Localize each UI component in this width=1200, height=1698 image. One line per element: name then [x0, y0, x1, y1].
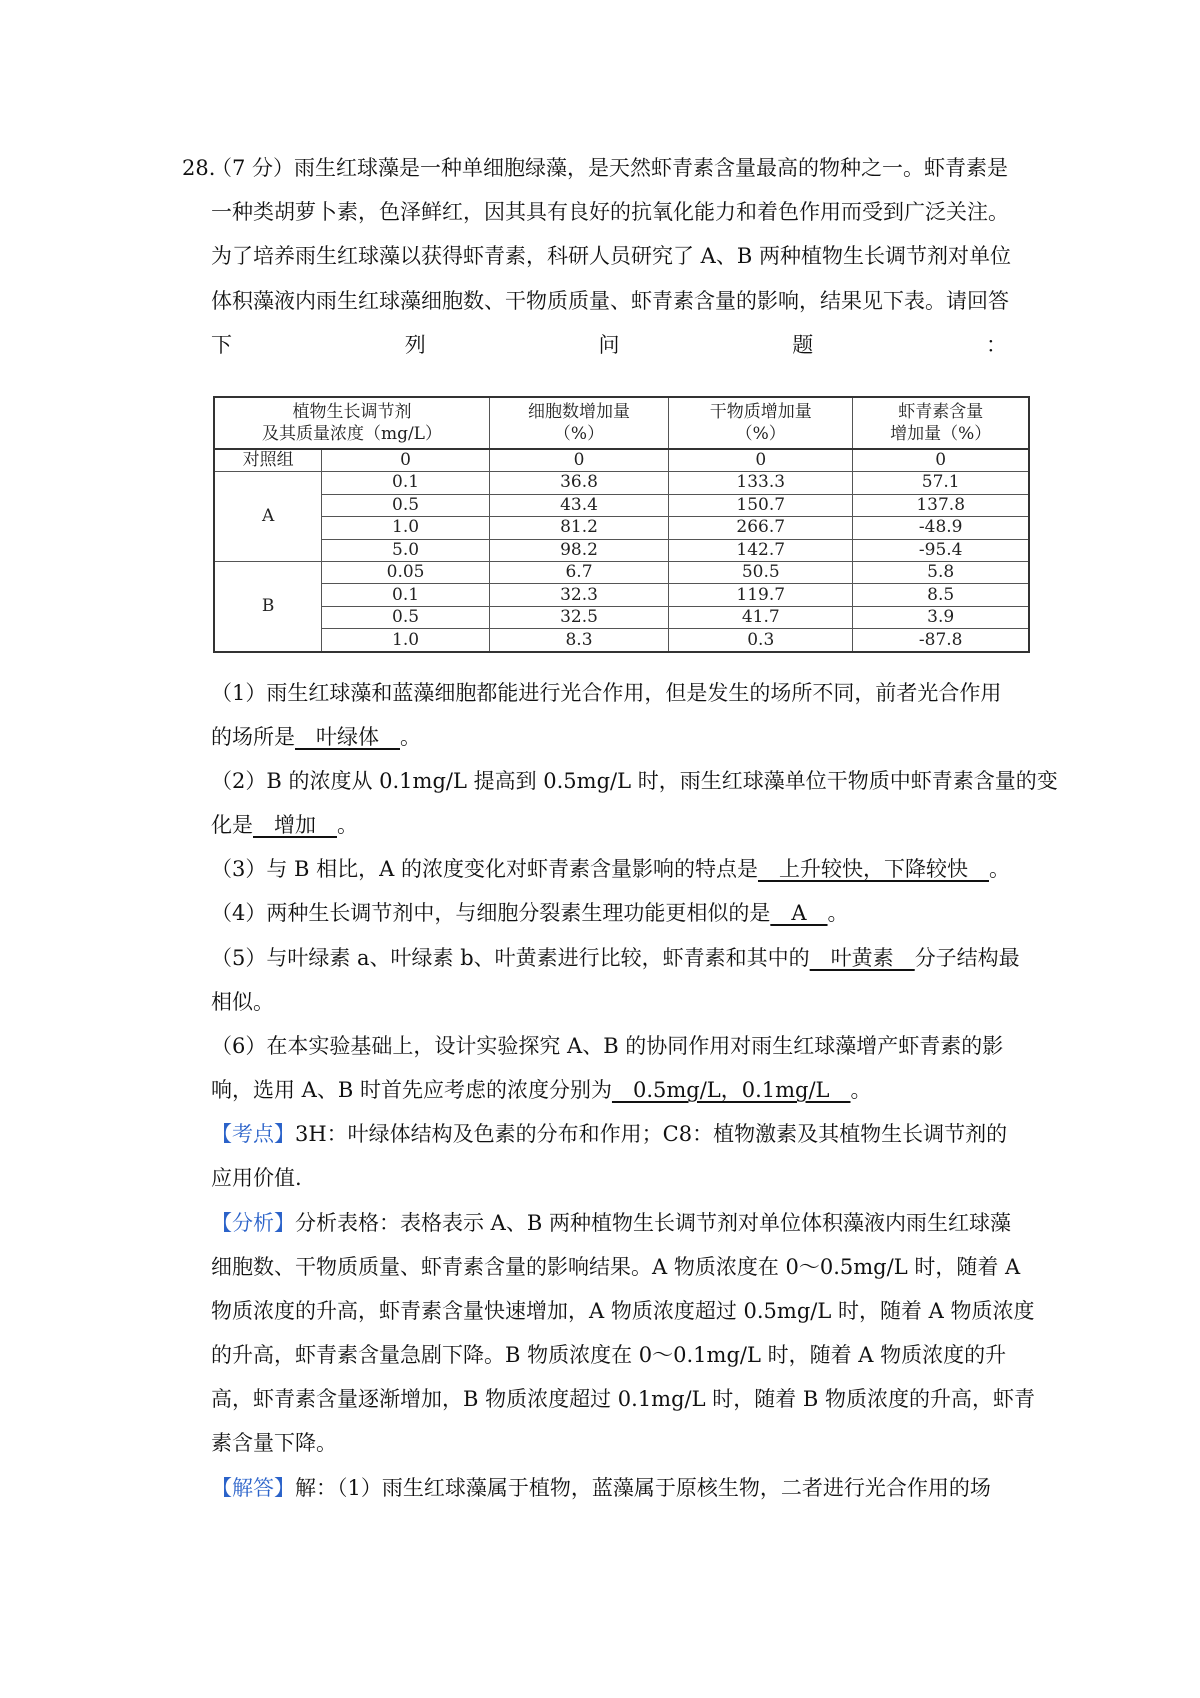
question-text: 为了培养雨生红球藻以获得虾青素，科研人员研究了 A、B 两种植物生长调节剂对单位 — [211, 244, 1011, 268]
spread-char: 下 — [211, 333, 232, 357]
table-cell: -87.8 — [853, 629, 1029, 652]
text-run: 响，选用 A、B 时首先应考虑的浓度分别为 — [211, 1078, 612, 1102]
table-cell: 8.5 — [853, 584, 1029, 606]
table-row — [214, 606, 1029, 628]
text-run: 3H：叶绿体结构及色素的分布和作用；C8：植物激素及其植物生长调节剂的 — [295, 1122, 1008, 1146]
text-run: （4）两种生长调节剂中，与细胞分裂素生理功能更相似的是 — [211, 901, 771, 925]
header-regulator — [214, 397, 489, 449]
fenxi-text: 的升高，虾青素含量急剧下降。B 物质浓度在 0～0.1mg/L 时，随着 A 物质浓度的升 — [211, 1343, 1007, 1367]
sub-question-text: （1）雨生红球藻和蓝藻细胞都能进行光合作用，但是发生的场所不同，前者光合作用 — [211, 681, 1002, 705]
fenxi-tag: 【分析】 — [211, 1211, 295, 1235]
question-number: 28. — [182, 156, 216, 180]
data-table — [213, 396, 1030, 653]
sub-question-text: （2）B 的浓度从 0.1mg/L 提高到 0.5mg/L 时，雨生红球藻单位干物质中虾青素含量的变 — [211, 769, 1058, 793]
table-row — [214, 629, 1029, 652]
fenxi-text — [211, 1208, 1011, 1238]
table-cell: 50.5 — [669, 562, 853, 584]
sub-question-text — [211, 722, 421, 752]
header-line: （%） — [553, 423, 605, 444]
table-cell: 6.7 — [489, 562, 668, 584]
table-cell: 0.5 — [322, 494, 490, 516]
text-run: （3）与 B 相比，A 的浓度变化对虾青素含量影响的特点是 — [211, 857, 758, 881]
answer-blank: __A__ — [770, 901, 828, 925]
sub-question-text: 相似。 — [211, 990, 274, 1014]
table-cell: 142.7 — [669, 539, 853, 561]
table-cell: 150.7 — [669, 494, 853, 516]
table-cell: 43.4 — [489, 494, 668, 516]
table-cell: 8.3 — [489, 629, 668, 652]
header-astaxanthin-increase — [853, 397, 1029, 449]
table-row — [214, 562, 1029, 584]
table-cell: 5.8 — [853, 562, 1029, 584]
sub-question-text — [211, 943, 1020, 973]
header-cell-increase — [489, 397, 668, 449]
header-dry-increase — [669, 397, 853, 449]
text-run: （5）与叶绿素 a、叶绿素 b、叶黄素进行比较，虾青素和其中的 — [211, 946, 810, 970]
table-cell: 36.8 — [489, 472, 668, 494]
text-run: 化是 — [211, 813, 253, 837]
table-row — [214, 539, 1029, 561]
table-cell: 0.05 — [322, 562, 490, 584]
spread-line — [211, 330, 1007, 360]
table-cell: 0 — [853, 449, 1029, 472]
table-cell: 41.7 — [669, 606, 853, 628]
jieda-tag: 【解答】 — [211, 1476, 295, 1500]
jieda-text — [211, 1473, 991, 1503]
spread-char: ： — [986, 333, 1007, 357]
sub-question-text — [211, 854, 1010, 884]
question-text: （7 分）雨生红球藻是一种单细胞绿藻，是天然虾青素含量最高的物种之一。虾青素是 — [211, 156, 1009, 180]
sub-question-text — [211, 810, 358, 840]
sub-question-text — [211, 1075, 872, 1105]
header-line: 干物质增加量 — [709, 401, 812, 422]
table-cell: 3.9 — [853, 606, 1029, 628]
table-cell: 0.1 — [322, 472, 490, 494]
text-run: 解：（1）雨生红球藻属于植物，蓝藻属于原核生物，二者进行光合作用的场 — [295, 1476, 991, 1500]
header-line: 及其质量浓度（mg/L） — [261, 423, 442, 444]
table-cell: 81.2 — [489, 517, 668, 539]
header-line: 虾青素含量 — [898, 401, 984, 422]
text-run: 。 — [850, 1078, 872, 1102]
sub-question-text: （6）在本实验基础上，设计实验探究 A、B 的协同作用对雨生红球藻增产虾青素的影 — [211, 1034, 1004, 1058]
table-cell: 1.0 — [322, 517, 490, 539]
table-cell: 0.1 — [322, 584, 490, 606]
kaodian-text — [211, 1119, 1007, 1149]
data-table-wrap — [213, 396, 1030, 653]
table-cell: 0 — [489, 449, 668, 472]
spread-char: 列 — [404, 333, 426, 357]
table-cell: 32.5 — [489, 606, 668, 628]
text-run: 分析表格：表格表示 A、B 两种植物生长调节剂对单位体积藻液内雨生红球藻 — [295, 1211, 1011, 1235]
spread-char: 题 — [792, 333, 814, 357]
table-cell: 57.1 — [853, 472, 1029, 494]
fenxi-text: 物质浓度的升高，虾青素含量快速增加，A 物质浓度超过 0.5mg/L 时，随着 A 物质浓度 — [211, 1299, 1035, 1323]
answer-blank: __叶绿体__ — [295, 725, 400, 749]
text-run: 。 — [337, 813, 358, 837]
header-line: （%） — [735, 423, 786, 444]
question-text: 一种类胡萝卜素，色泽鲜红，因其具有良好的抗氧化能力和着色作用而受到广泛关注。 — [211, 200, 1009, 224]
table-row — [214, 517, 1029, 539]
table-cell: -95.4 — [853, 539, 1029, 561]
group-label-b: B — [214, 562, 322, 653]
table-cell: 5.0 — [322, 539, 490, 561]
question-text: 体积藻液内雨生红球藻细胞数、干物质质量、虾青素含量的影响，结果见下表。请回答 — [211, 289, 1009, 313]
table-header-row — [214, 397, 1029, 449]
text-run: 。 — [988, 857, 1010, 881]
table-cell: 137.8 — [853, 494, 1029, 516]
table-cell: 0 — [322, 449, 490, 472]
text-run: 。 — [400, 725, 421, 749]
table-cell: 119.7 — [669, 584, 853, 606]
header-line: 增加量（%） — [890, 423, 992, 444]
answer-blank: __增加__ — [253, 813, 337, 837]
table-row — [214, 584, 1029, 606]
group-label-a: A — [214, 472, 322, 562]
spread-char: 问 — [598, 333, 620, 357]
kaodian-text: 应用价值. — [211, 1166, 302, 1190]
table-row — [214, 472, 1029, 494]
table-cell: 0.3 — [669, 629, 853, 652]
fenxi-text: 高，虾青素含量逐渐增加，B 物质浓度超过 0.1mg/L 时，随着 B 物质浓度的升高，虾青 — [211, 1387, 1036, 1411]
table-cell: 133.3 — [669, 472, 853, 494]
sub-question-text — [211, 898, 849, 928]
text-run: 分子结构最 — [914, 946, 1020, 970]
table-cell: -48.9 — [853, 517, 1029, 539]
text-run: 。 — [827, 901, 849, 925]
table-cell: 0.5 — [322, 606, 490, 628]
fenxi-text: 细胞数、干物质质量、虾青素含量的影响结果。A 物质浓度在 0～0.5mg/L 时，随着 A — [211, 1255, 1021, 1279]
control-label: 对照组 — [214, 449, 322, 472]
table-cell: 266.7 — [669, 517, 853, 539]
answer-blank: __上升较快，下降较快__ — [757, 857, 989, 881]
table-cell: 32.3 — [489, 584, 668, 606]
header-line: 植物生长调节剂 — [292, 401, 412, 422]
kaodian-tag: 【考点】 — [211, 1122, 295, 1146]
table-row — [214, 494, 1029, 516]
table-cell: 1.0 — [322, 629, 490, 652]
answer-blank: __0.5mg/L，0.1mg/L__ — [611, 1078, 851, 1102]
table-cell: 0 — [669, 449, 853, 472]
table-row-control — [214, 449, 1029, 472]
table-cell: 98.2 — [489, 539, 668, 561]
header-line: 细胞数增加量 — [528, 401, 630, 422]
text-run: 的场所是 — [211, 725, 295, 749]
answer-blank: __叶黄素__ — [809, 946, 915, 970]
fenxi-text: 素含量下降。 — [211, 1431, 337, 1455]
